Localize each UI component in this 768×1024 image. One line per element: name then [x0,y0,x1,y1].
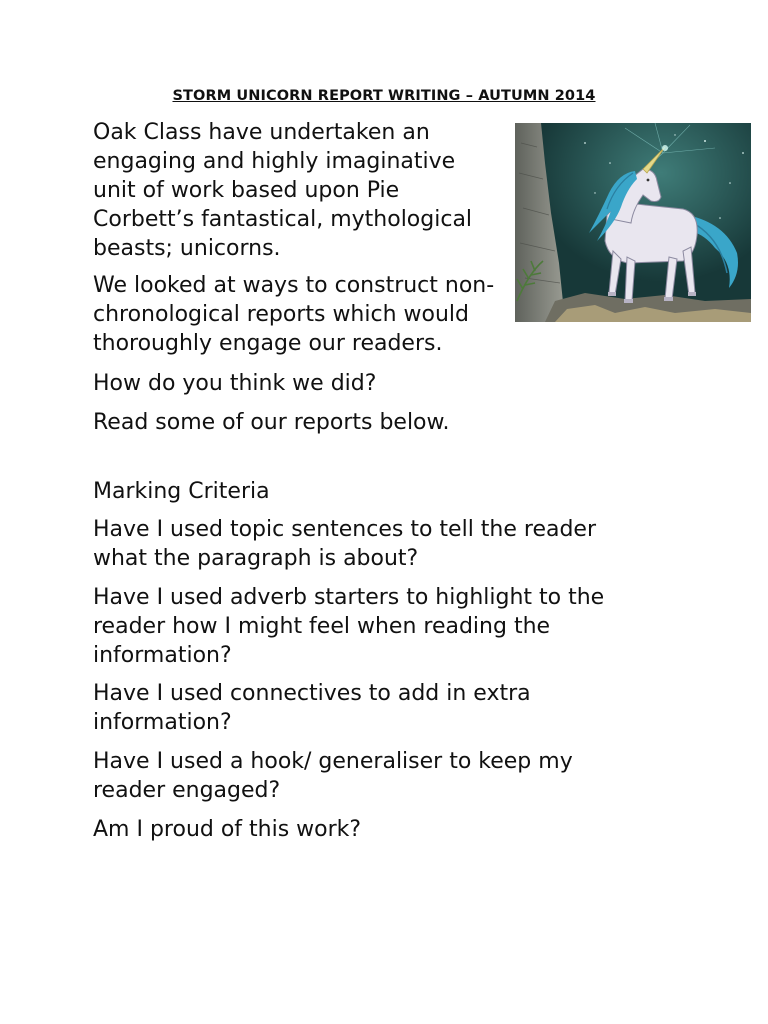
document-title: STORM UNICORN REPORT WRITING – AUTUMN 2014 [172,88,596,104]
criteria-item: Have I used connectives to add in extra information? [93,681,531,735]
construct-paragraph: We looked at ways to construct non-chronological reports which would thoroughly engage our readers. [93,273,495,356]
criteria-item: Have I used topic sentences to tell the reader what the paragraph is about? [93,517,597,571]
intro-paragraph: Oak Class have undertaken an engaging and highly imaginative unit of work based upon Pie Corbett’s fantastical, mythological beasts; unicorns. [93,120,473,261]
criteria-item: Am I proud of this work? [93,817,362,842]
criteria-item: Have I used a hook/ generaliser to keep my reader engaged? [93,749,573,803]
reports-paragraph: Read some of our reports below. [93,410,450,435]
question-paragraph: How do you think we did? [93,371,377,396]
criteria-item: Have I used adverb starters to highlight to the reader how I might feel when reading the information? [93,585,605,668]
marking-criteria-heading: Marking Criteria [93,479,270,504]
